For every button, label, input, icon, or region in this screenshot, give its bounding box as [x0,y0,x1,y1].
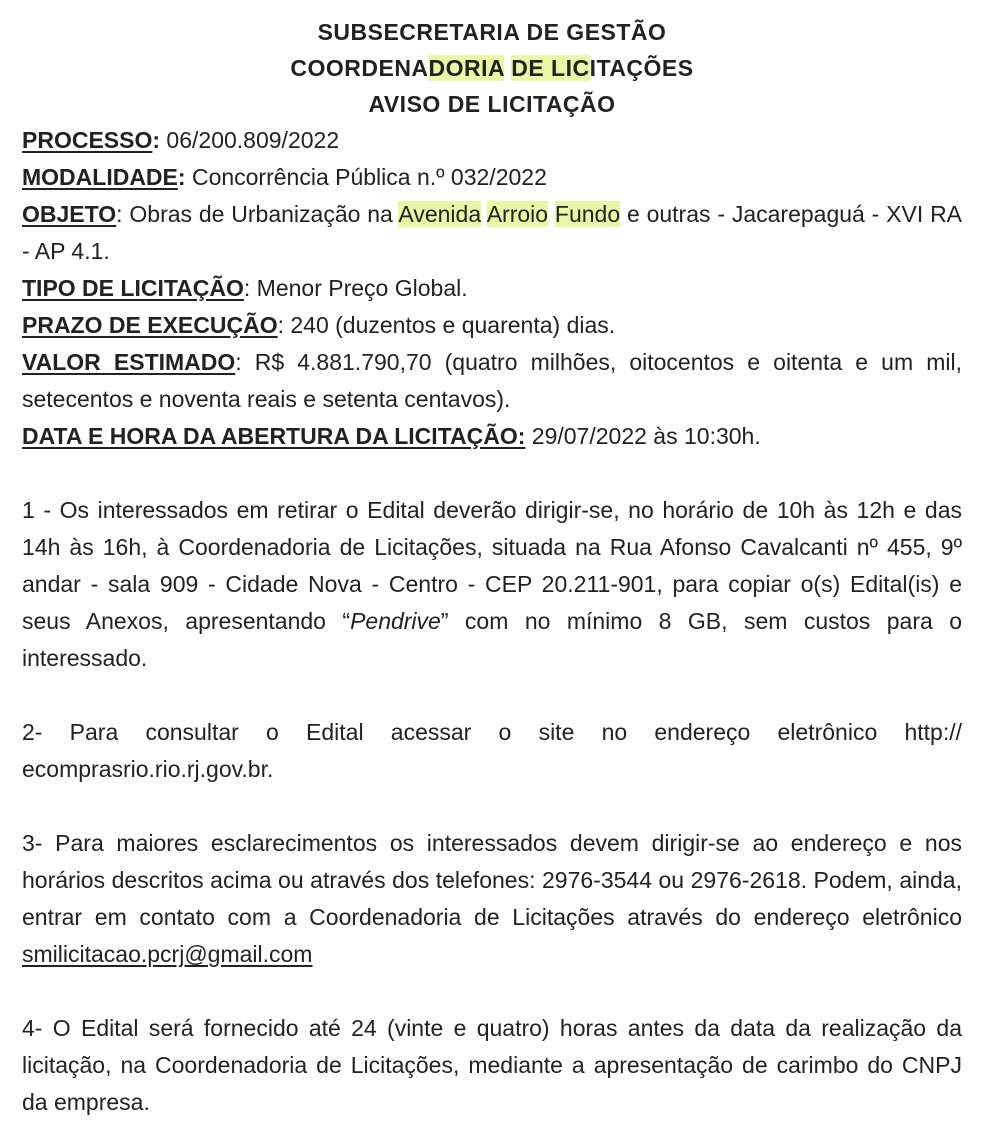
highlight: Arroio [486,201,549,227]
header-aviso: AVISO DE LICITAÇÃO [368,91,616,117]
header-text: ITAÇÕES [589,55,694,81]
modalidade-label: MODALIDADE [22,164,178,190]
field-valor [22,344,962,418]
objeto-text: e outras - Jacarepaguá - XVI RA - AP 4.1. [22,201,963,264]
objeto-label: OBJETO [22,201,117,227]
data-value: 29/07/2022 às 10:30h. [525,423,761,449]
header-subsecretaria: SUBSECRETARIA DE GESTÃO [317,19,667,45]
objeto-text [481,201,487,227]
objeto-text: : Obras de Urbanização na [116,201,399,227]
highlight: DORIA [428,55,505,81]
field-data-abertura [22,418,962,455]
paragraph-text: 3- Para maiores esclarecimentos os interessados devem dirigir-se ao endereço e nos horários descritos acima ou através dos telefones: 2976-3544 ou 2976-2618. Podem, ainda, entrar em contato com a Coordenadoria de Licitações através do endereço eletrônico [22,830,962,930]
prazo-label: PRAZO DE EXECUÇÃO [22,312,278,338]
paragraph-2: 2- Para consultar o Edital acessar o site no endereço eletrônico http:// ecomprasrio.rio.rj.gov.br. [22,719,962,782]
data-label: DATA E HORA DA ABERTURA DA LICITAÇÃO: [22,423,526,449]
processo-colon: : [152,127,161,153]
highlight: Fundo [554,201,621,227]
processo-value: 06/200.809/2022 [160,127,340,153]
objeto-text [548,201,555,227]
modalidade-value: Concorrência Pública n.º 032/2022 [185,164,547,190]
prazo-value: : 240 (duzentos e quarenta) dias. [277,312,616,338]
paragraph-4: 4- O Edital será fornecido até 24 (vinte e quatro) horas antes da data da realização da licitação, na Coordenadoria de Licitações, mediante a apresentação de carimbo do CNPJ da empresa. [22,1015,962,1115]
header-text: COORDENA [290,55,429,81]
valor-label: VALOR ESTIMADO [22,349,236,375]
field-processo [22,122,962,159]
tipo-value: : Menor Preço Global. [243,275,468,301]
modalidade-colon: : [177,164,186,190]
field-modalidade [22,159,962,196]
tipo-label: TIPO DE LICITAÇÃO [22,275,244,301]
field-tipo [22,270,962,307]
header-coordenadoria [22,50,962,86]
valor-value: : R$ 4.881.790,70 (quatro milhões, oitocentos e oitenta e um mil, setecentos e noventa reais e setenta centavos). [22,349,962,412]
paragraph-1 [22,492,962,677]
paragraph-text: ” com no mínimo 8 GB, sem custos para o interessado. [22,608,962,671]
paragraph-text: 1 - Os interessados em retirar o Edital deverão dirigir-se, no horário de 10h às 12h e das 14h às 16h, à Coordenadoria de Licitações, situada na Rua Afonso Cavalcanti nº 455, 9º andar - sala 909 - Cidade Nova - Centro - CEP 20.211-901, para copiar o(s) Edital(is) e seus Anexos, apresentando “ [22,497,962,634]
processo-label: PROCESSO [22,127,153,153]
highlight: Avenida [398,201,482,227]
field-objeto [22,196,962,270]
pendrive-text: Pendrive [350,608,441,634]
highlight: DE LIC [511,55,590,81]
email-link[interactable]: smilicitacao.pcrj@gmail.com [22,941,313,967]
document-header [22,14,962,122]
paragraph-3 [22,825,962,973]
field-prazo [22,307,962,344]
